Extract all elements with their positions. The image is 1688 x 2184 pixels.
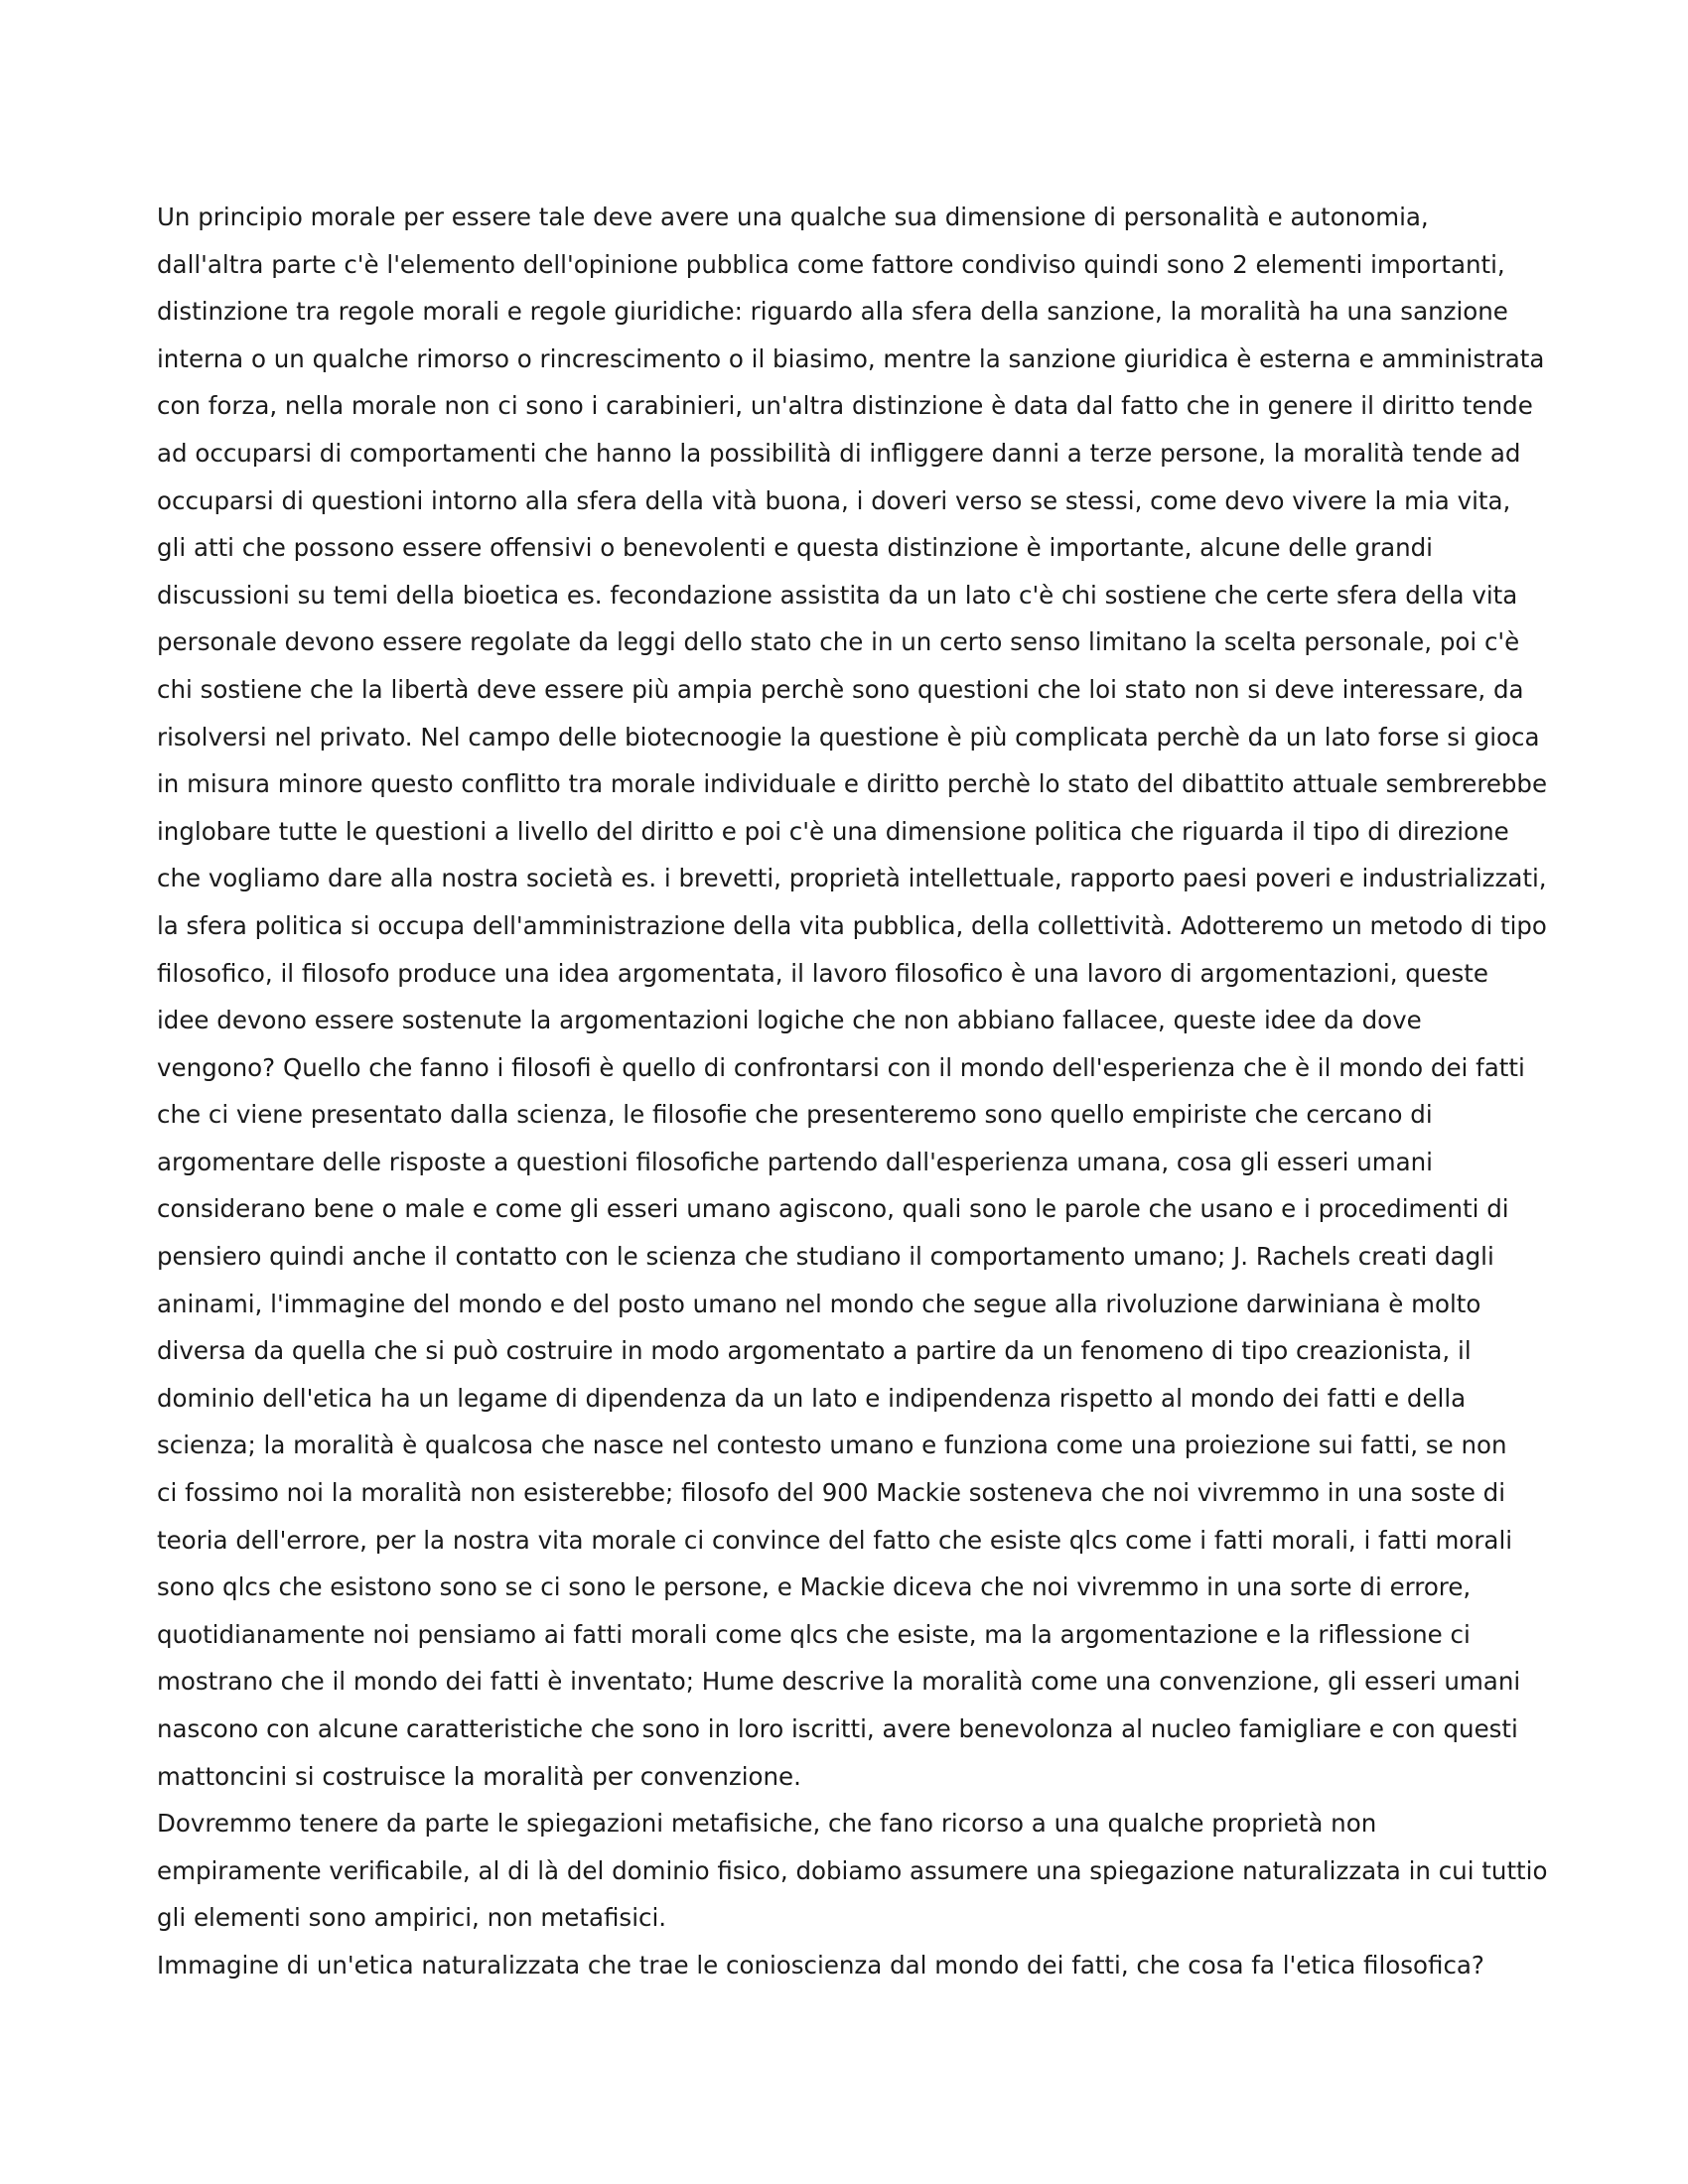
text-line: interna o un qualche rimorso o rincrescimento o il biasimo, mentre la sanzione giuridica è esterna e amministrata: [157, 343, 1545, 373]
text-line: che ci viene presentato dalla scienza, le filosofie che presenteremo sono quello empiriste che cercano di: [157, 1100, 1433, 1130]
text-line: chi sostiene che la libertà deve essere più ampia perchè sono questioni che loi stato non si deve interessare, da: [157, 674, 1524, 704]
text-line: diversa da quella che si può costruire in modo argomentato a partire da un fenomeno di tipo creazionista, il: [157, 1336, 1472, 1366]
text-line: Un principio morale per essere tale deve avere una qualche sua dimensione di personalità e autonomia,: [157, 203, 1429, 231]
text-line: argomentare delle risposte a questioni filosofiche partendo dall'esperienza umana, cosa gli esseri umani: [157, 1147, 1433, 1176]
text-line: considerano bene o male e come gli esseri umano agiscono, quali sono le parole che usano e i procedimenti di: [157, 1194, 1509, 1224]
text-line: ad occuparsi di comportamenti che hanno la possibilità di infliggere danni a terze persone, la moralità tende ad: [157, 438, 1521, 468]
text-line: in misura minore questo conflitto tra morale individuale e diritto perchè lo stato del dibattito attuale sembrerebbe: [157, 769, 1548, 799]
text-line: pensiero quindi anche il contatto con le scienza che studiano il comportamento umano; J. Rachels creati dagli: [157, 1242, 1494, 1272]
text-line: risolversi nel privato. Nel campo delle biotecnoogie la questione è più complicata perchè da un lato forse si gioca: [157, 722, 1540, 751]
text-line: empiramente verificabile, al di là del dominio fisico, dobiamo assumere una spiegazione naturalizzata in cui tuttio: [157, 1855, 1548, 1885]
text-line: gli atti che possono essere offensivi o benevolenti e questa distinzione è importante, alcune delle grandi: [157, 533, 1433, 563]
text-line: idee devono essere sostenute la argomentazioni logiche che non abbiano fallacee, queste idee da dove: [157, 1006, 1422, 1035]
text-line: mattoncini si costruisce la moralità per convenzione.: [157, 1761, 801, 1791]
text-line: quotidianamente noi pensiamo ai fatti morali come qlcs che esiste, ma la argomentazione e la riflessione ci: [157, 1619, 1471, 1649]
text-line: mostrano che il mondo dei fatti è inventato; Hume descrive la moralità come una convenzione, gli esseri umani: [157, 1667, 1521, 1697]
text-line: con forza, nella morale non ci sono i carabinieri, un'altra distinzione è data dal fatto che in genere il diritto tende: [157, 391, 1533, 421]
text-line: la sfera politica si occupa dell'amministrazione della vita pubblica, della collettività. Adotteremo un metodo di tipo: [157, 910, 1547, 940]
text-line: inglobare tutte le questioni a livello del diritto e poi c'è una dimensione politica che riguarda il tipo di direzione: [157, 816, 1509, 846]
text-line: ci fossimo noi la moralità non esisterebbe; filosofo del 900 Mackie sosteneva che noi vivremmo in una soste di: [157, 1478, 1506, 1508]
text-line: discussioni su temi della bioetica es. fecondazione assistita da un lato c'è chi sostiene che certe sfera della vita: [157, 580, 1518, 610]
text-line: nascono con alcune caratteristiche che sono in loro iscritti, avere benevolonza al nucleo famigliare e con questi: [157, 1714, 1518, 1743]
text-line: occuparsi di questioni intorno alla sfera della vità buona, i doveri verso se stessi, come devo vivere la mia vita,: [157, 485, 1511, 515]
text-line: distinzione tra regole morali e regole giuridiche: riguardo alla sfera della sanzione, la moralità ha una sanzione: [157, 297, 1508, 327]
text-line: Immagine di un'etica naturalizzata che trae le conioscienza dal mondo dei fatti, che cosa fa l'etica filosofica?: [157, 1950, 1484, 1979]
text-line: dall'altra parte c'è l'elemento dell'opinione pubblica come fattore condiviso quindi sono 2 elementi importanti,: [157, 249, 1505, 279]
text-line: Dovremmo tenere da parte le spiegazioni metafisiche, che fano ricorso a una qualche proprietà non: [157, 1809, 1377, 1839]
text-line: personale devono essere regolate da leggi dello stato che in un certo senso limitano la scelta personale, poi c'è: [157, 627, 1520, 657]
text-line: scienza; la moralità è qualcosa che nasce nel contesto umano e funziona come una proiezione sui fatti, se non: [157, 1431, 1507, 1460]
text-line: teoria dell'errore, per la nostra vita morale ci convince del fatto che esiste qlcs come i fatti morali, i fatti morali: [157, 1525, 1513, 1555]
body-text: [157, 194, 1547, 1989]
text-line: vengono? Quello che fanno i filosofi è quello di confrontarsi con il mondo dell'esperienza che è il mondo dei fatti: [157, 1052, 1525, 1082]
text-line: filosofico, il filosofo produce una idea argomentata, il lavoro filosofico è una lavoro di argomentazioni, queste: [157, 958, 1488, 988]
text-line: aninami, l'immagine del mondo e del posto umano nel mondo che segue alla rivoluzione darwiniana è molto: [157, 1289, 1481, 1318]
text-line: gli elementi sono ampirici, non metafisici.: [157, 1903, 667, 1933]
text-line: sono qlcs che esistono sono se ci sono le persone, e Mackie diceva che noi vivremmo in una sorte di errore,: [157, 1572, 1472, 1602]
text-line: dominio dell'etica ha un legame di dipendenza da un lato e indipendenza rispetto al mondo dei fatti e della: [157, 1383, 1467, 1413]
text-line: che vogliamo dare alla nostra società es. i brevetti, proprietà intellettuale, rapporto paesi poveri e industrializzati,: [157, 864, 1547, 893]
